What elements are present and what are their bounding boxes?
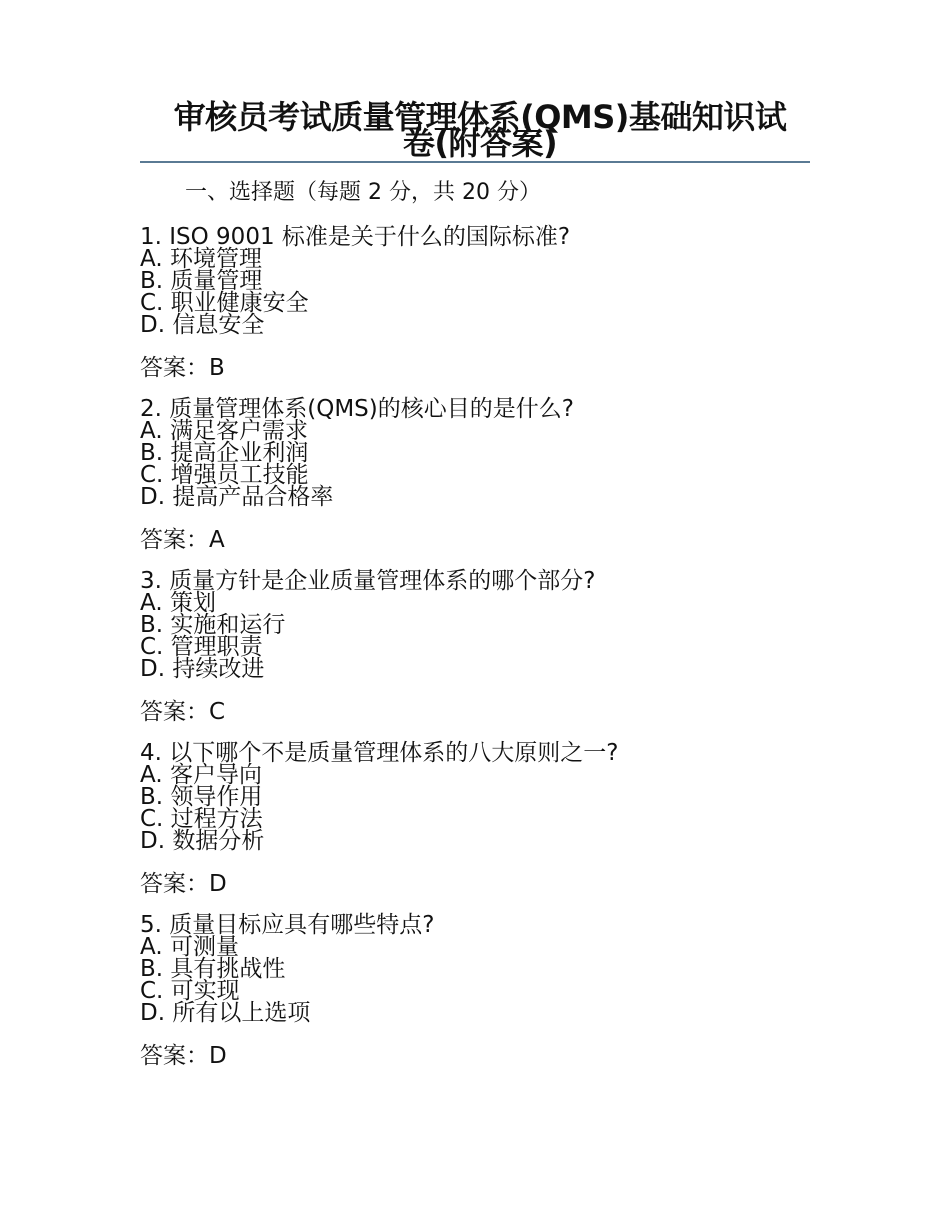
option-c: C. 管理职责 xyxy=(140,634,263,660)
option-a: A. 客户导向 xyxy=(140,762,262,788)
question-3 xyxy=(140,570,820,726)
option-a: A. 可测量 xyxy=(140,934,239,960)
question-text: 1. ISO 9001 标准是关于什么的国际标准? xyxy=(140,224,571,250)
title-underline xyxy=(140,161,810,163)
option-d: D. 数据分析 xyxy=(140,828,265,854)
section-heading: 一、选择题（每题 2 分，共 20 分） xyxy=(185,180,541,205)
option-a: A. 策划 xyxy=(140,590,216,616)
option-d: D. 所有以上选项 xyxy=(140,1000,311,1026)
question-1 xyxy=(140,226,820,382)
answer-line: 答案：D xyxy=(140,871,227,897)
option-c: C. 职业健康安全 xyxy=(140,290,309,316)
option-a: A. 环境管理 xyxy=(140,246,262,272)
option-d: D. 信息安全 xyxy=(140,312,265,338)
question-list xyxy=(140,226,820,1086)
question-4 xyxy=(140,742,820,898)
option-c: C. 增强员工技能 xyxy=(140,462,309,488)
answer-line: 答案：D xyxy=(140,1043,227,1069)
option-b: B. 质量管理 xyxy=(140,268,263,294)
question-5 xyxy=(140,914,820,1070)
option-b: B. 领导作用 xyxy=(140,784,263,810)
question-text: 5. 质量目标应具有哪些特点? xyxy=(140,912,435,938)
option-c: C. 可实现 xyxy=(140,978,240,1004)
answer-line: 答案：A xyxy=(140,527,225,553)
question-text: 2. 质量管理体系(QMS)的核心目的是什么? xyxy=(140,396,574,422)
option-d: D. 提高产品合格率 xyxy=(140,484,334,510)
option-b: B. 实施和运行 xyxy=(140,612,286,638)
option-c: C. 过程方法 xyxy=(140,806,263,832)
question-2 xyxy=(140,398,820,554)
option-b: B. 提高企业利润 xyxy=(140,440,309,466)
option-b: B. 具有挑战性 xyxy=(140,956,286,982)
question-text: 3. 质量方针是企业质量管理体系的哪个部分? xyxy=(140,568,596,594)
option-d: D. 持续改进 xyxy=(140,656,265,682)
answer-line: 答案：B xyxy=(140,355,225,381)
option-a: A. 满足客户需求 xyxy=(140,418,308,444)
question-text: 4. 以下哪个不是质量管理体系的八大原则之一? xyxy=(140,740,619,766)
document-title: 审核员考试质量管理体系(QMS)基础知识试卷(附答案) xyxy=(173,98,787,162)
answer-line: 答案：C xyxy=(140,699,226,725)
